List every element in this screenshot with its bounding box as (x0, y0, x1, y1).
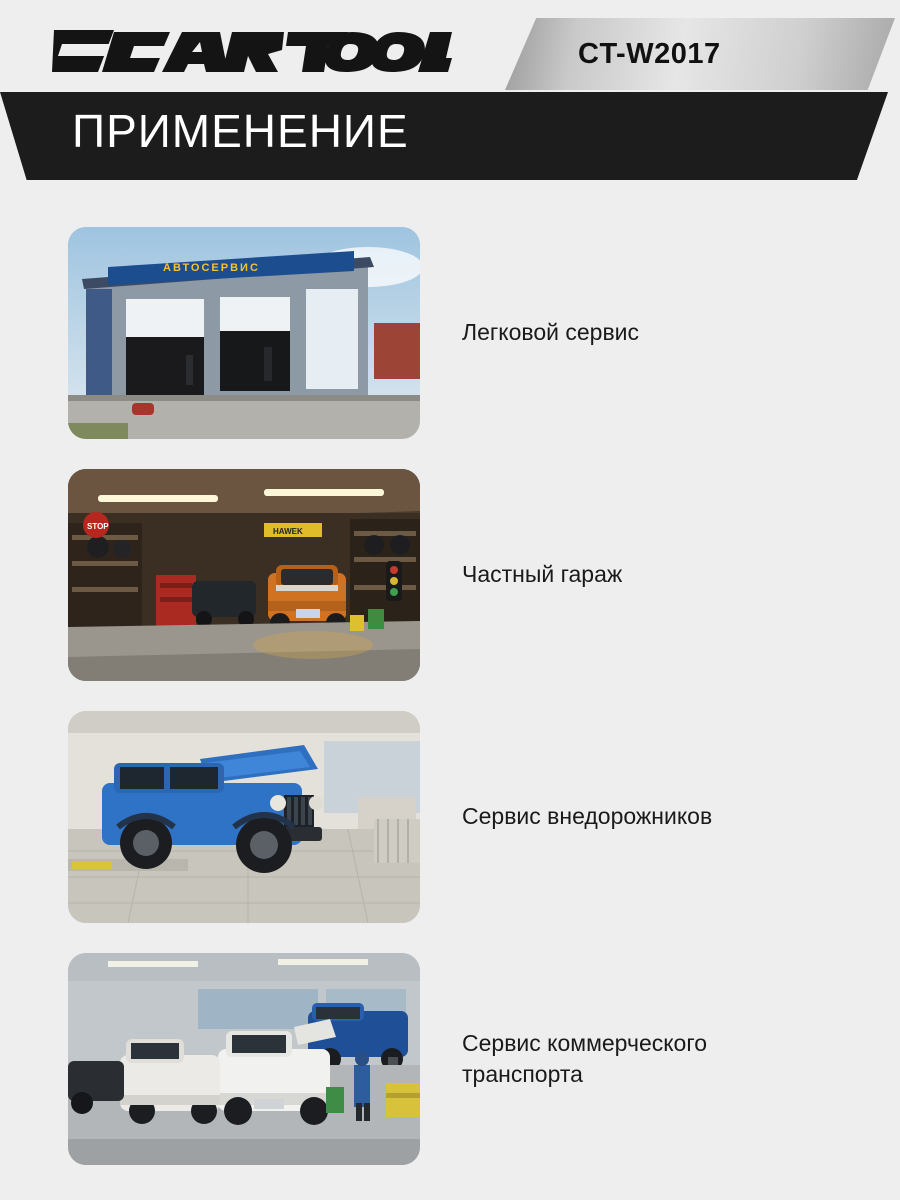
application-list (0, 212, 900, 1180)
list-item (0, 938, 900, 1180)
list-item-label: Сервис внедорожников (462, 803, 713, 830)
list-item-label: Легковой сервис (462, 319, 640, 346)
photo-commercial-vehicle-service (68, 953, 420, 1165)
svg-text:HAWEK: HAWEK (273, 527, 303, 536)
photo-offroad-suv-service (68, 711, 420, 923)
photo-car-service-building (68, 227, 420, 439)
svg-text:АВТОСЕРВИС: АВТОСЕРВИС (163, 262, 260, 274)
list-item (0, 212, 900, 454)
model-code-text: CT-W2017 (578, 38, 721, 70)
list-item (0, 454, 900, 696)
page-header (0, 0, 900, 180)
photo-private-garage (68, 469, 420, 681)
page-title: ПРИМЕНЕНИЕ (72, 105, 409, 157)
list-item-label: Частный гараж (462, 561, 623, 588)
list-item (0, 696, 900, 938)
list-item-label: Сервис коммерческого транспорта (462, 1029, 708, 1087)
svg-text:STOP: STOP (87, 522, 109, 531)
cartool-logo (52, 20, 452, 82)
